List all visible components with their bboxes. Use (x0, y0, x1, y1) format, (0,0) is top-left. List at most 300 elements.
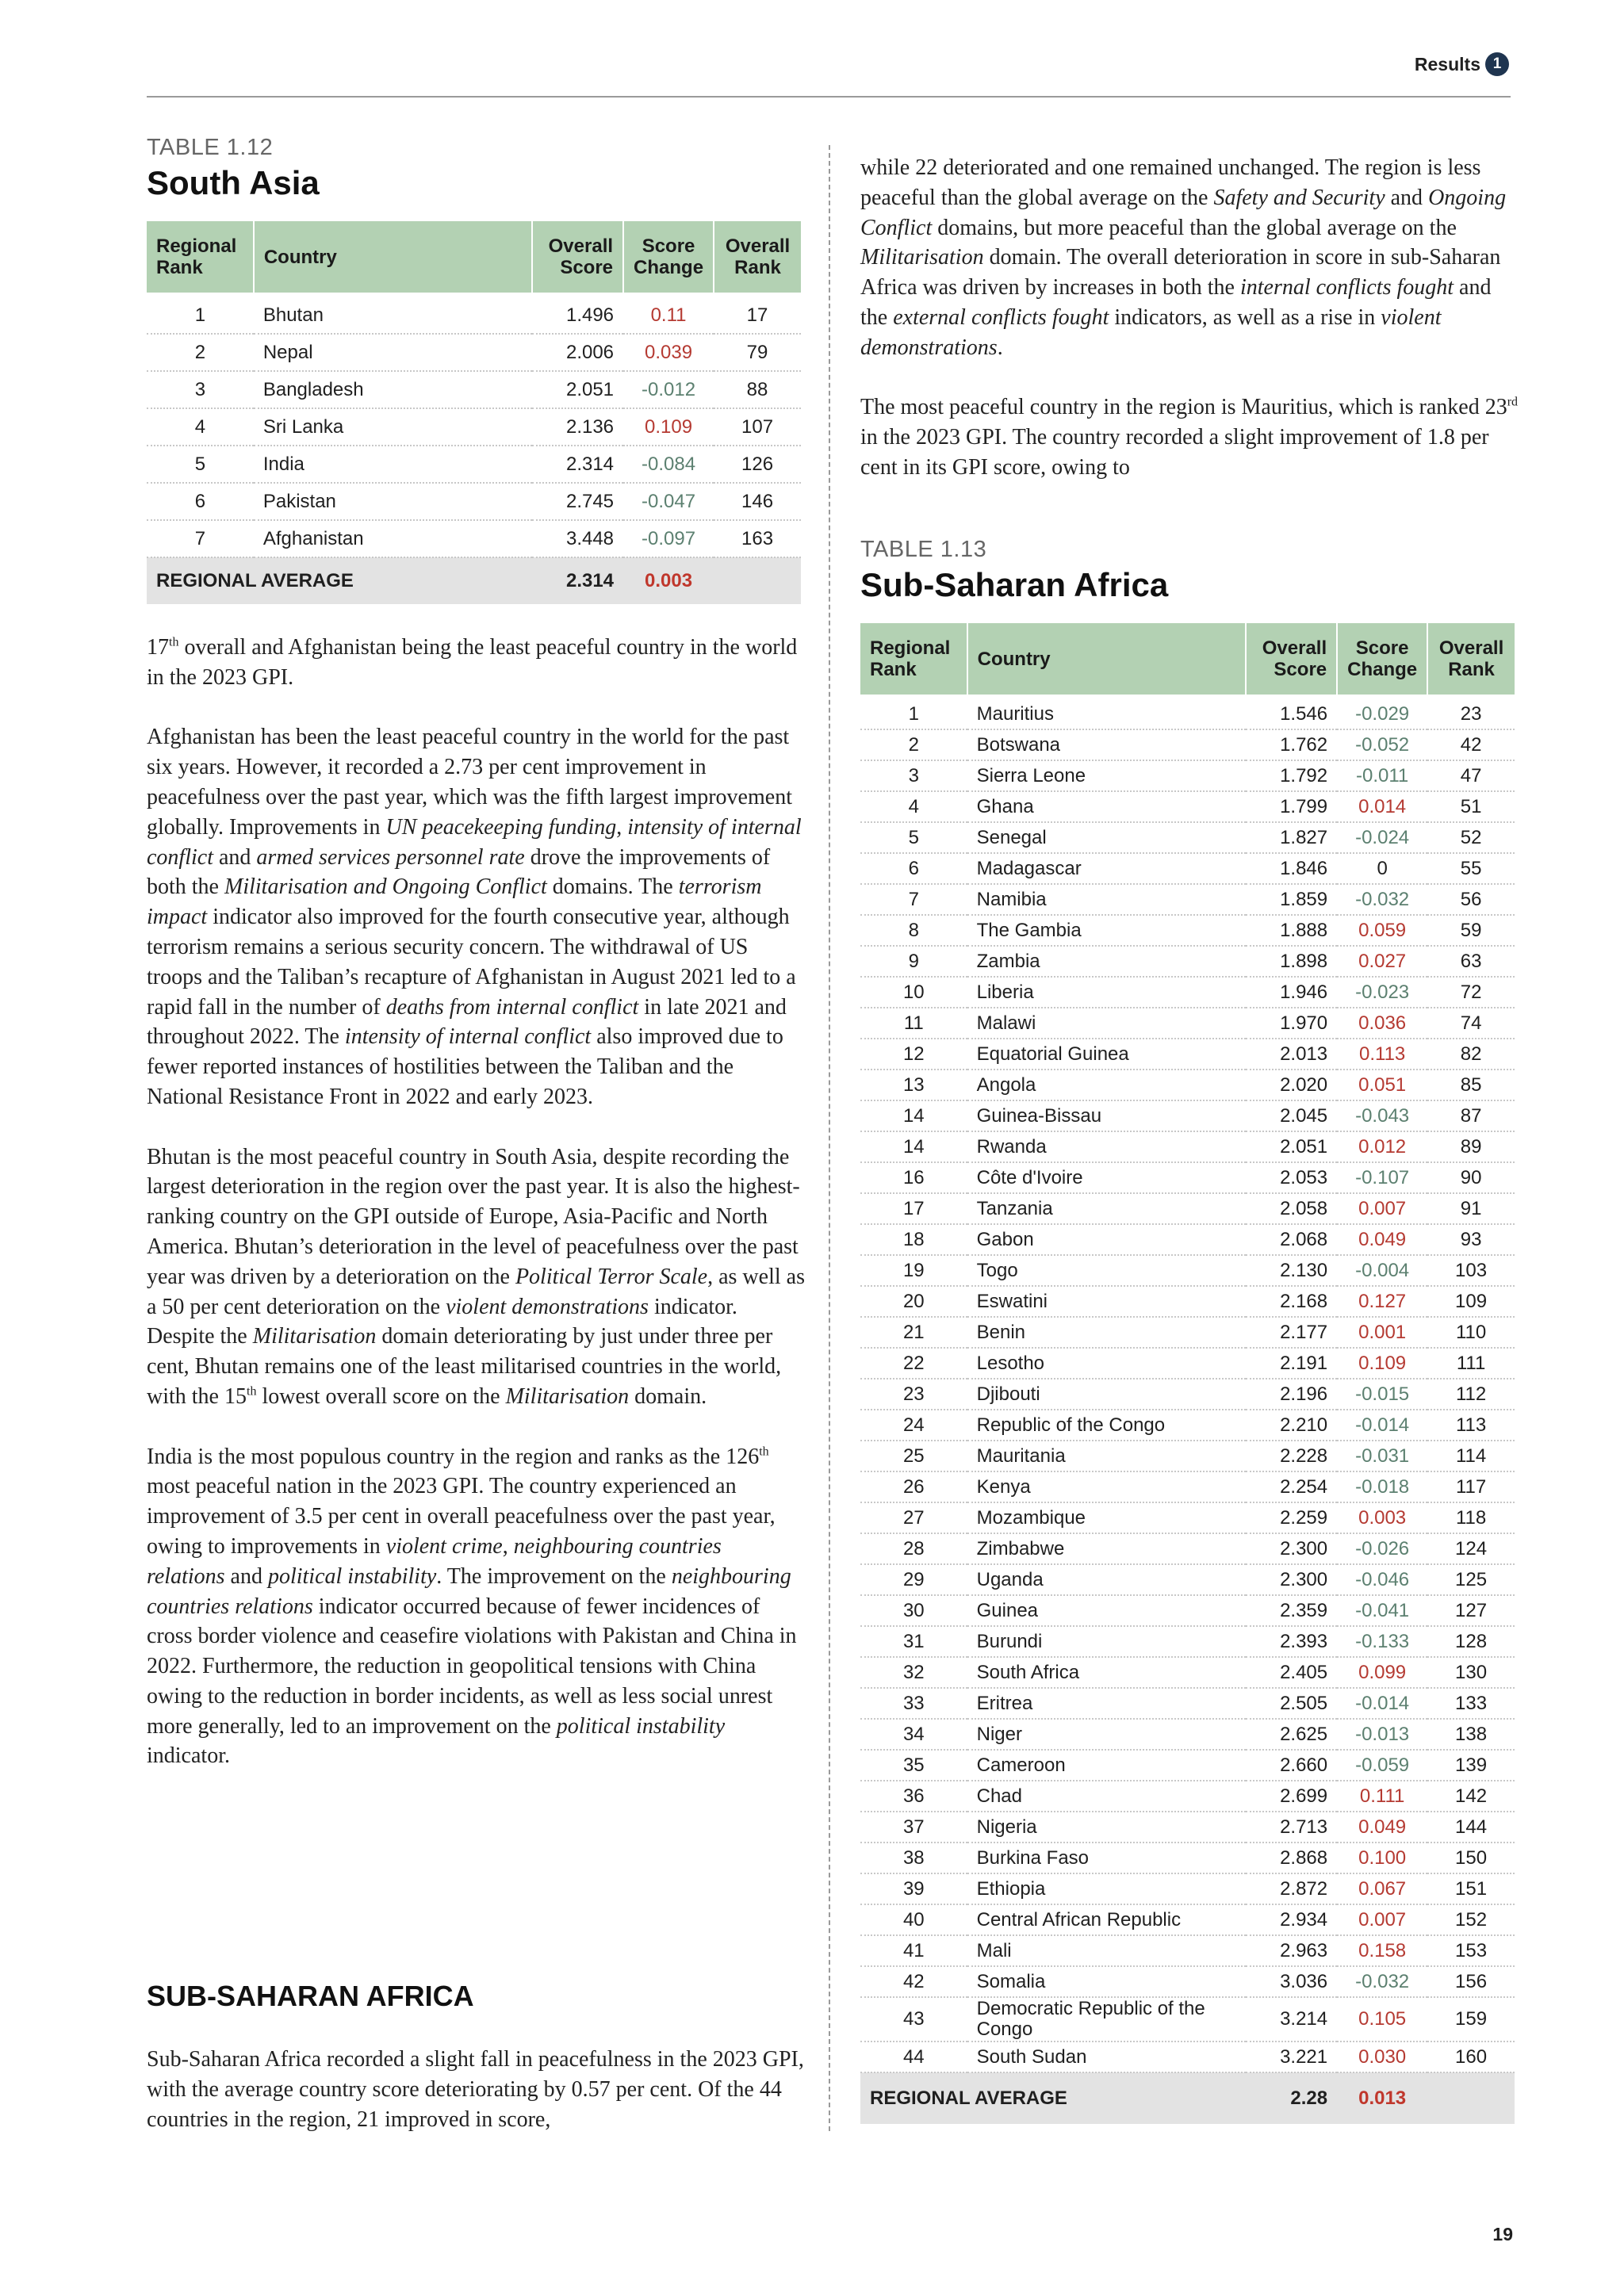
page-number: 19 (1492, 2224, 1513, 2244)
country-cell: Eswatini (967, 1286, 1247, 1317)
country-cell: South Africa (967, 1657, 1247, 1688)
overall-score-cell: 2.713 (1246, 1812, 1337, 1843)
score-change-cell: 0.049 (1337, 1812, 1427, 1843)
country-cell: Mauritania (967, 1441, 1247, 1471)
left-column-text-continued (147, 2045, 805, 2164)
regional-rank-cell: 25 (860, 1441, 967, 1471)
country-cell: Cameroon (967, 1750, 1247, 1781)
score-change-cell: -0.047 (623, 483, 714, 520)
overall-score-cell: 2.006 (532, 334, 623, 371)
overall-rank-cell: 126 (714, 446, 801, 483)
overall-rank-cell: 114 (1427, 1441, 1515, 1471)
regional-rank-cell: 12 (860, 1039, 967, 1070)
score-change-cell: 0.067 (1337, 1873, 1427, 1904)
country-cell: Togo (967, 1255, 1247, 1286)
overall-score-cell: 1.859 (1246, 884, 1337, 915)
country-cell: Zimbabwe (967, 1533, 1247, 1564)
overall-rank-cell: 59 (1427, 915, 1515, 946)
overall-score-cell: 2.259 (1246, 1502, 1337, 1533)
regional-rank-cell: 17 (860, 1193, 967, 1224)
overall-score-cell: 1.546 (1246, 695, 1337, 729)
overall-rank-cell: 42 (1427, 729, 1515, 760)
regional-average-rank (714, 557, 801, 604)
regional-rank-cell: 3 (860, 760, 967, 791)
table-row (147, 483, 801, 520)
overall-rank-cell: 152 (1427, 1904, 1515, 1935)
column-divider (829, 145, 830, 2131)
country-cell: Kenya (967, 1471, 1247, 1502)
table-row (860, 1255, 1515, 1286)
regional-rank-cell: 19 (860, 1255, 967, 1286)
overall-rank-cell: 111 (1427, 1348, 1515, 1379)
table-row (860, 1317, 1515, 1348)
score-change-cell: 0.012 (1337, 1131, 1427, 1162)
regional-rank-cell: 35 (860, 1750, 967, 1781)
score-change-cell: 0.113 (1337, 1039, 1427, 1070)
table-sub-saharan-africa (860, 537, 1515, 2124)
score-change-cell: 0.109 (1337, 1348, 1427, 1379)
table-row (860, 853, 1515, 884)
regional-rank-cell: 34 (860, 1719, 967, 1750)
table-row (147, 446, 801, 483)
score-change-cell: -0.026 (1337, 1533, 1427, 1564)
table-row (147, 408, 801, 446)
regional-rank-cell: 23 (860, 1379, 967, 1410)
country-cell: Bangladesh (254, 371, 532, 408)
country-cell: Tanzania (967, 1193, 1247, 1224)
regional-rank-cell: 4 (147, 408, 254, 446)
regional-rank-cell: 4 (860, 791, 967, 822)
overall-score-cell: 1.792 (1246, 760, 1337, 791)
score-change-cell: -0.084 (623, 446, 714, 483)
regional-rank-cell: 1 (147, 293, 254, 334)
overall-rank-cell: 125 (1427, 1564, 1515, 1595)
overall-rank-cell: 91 (1427, 1193, 1515, 1224)
overall-rank-cell: 87 (1427, 1100, 1515, 1131)
table-row (860, 822, 1515, 853)
overall-score-cell: 2.228 (1246, 1441, 1337, 1471)
overall-score-cell: 3.448 (532, 520, 623, 557)
table-row (860, 1657, 1515, 1688)
country-cell: Liberia (967, 977, 1247, 1008)
table-row (860, 1626, 1515, 1657)
col-regional-rank: Regional Rank (860, 623, 967, 695)
score-change-cell: 0.014 (1337, 791, 1427, 822)
table-row (860, 1533, 1515, 1564)
col-regional-rank: Regional Rank (147, 221, 254, 293)
table-south-asia (147, 135, 801, 604)
score-change-cell: -0.011 (1337, 760, 1427, 791)
table-row (860, 1564, 1515, 1595)
overall-rank-cell: 127 (1427, 1595, 1515, 1626)
table-title: South Asia (147, 164, 320, 201)
regional-rank-cell: 2 (860, 729, 967, 760)
regional-rank-cell: 14 (860, 1100, 967, 1131)
regional-rank-cell: 32 (860, 1657, 967, 1688)
table-row (860, 1193, 1515, 1224)
regional-rank-cell: 37 (860, 1812, 967, 1843)
score-change-cell: -0.046 (1337, 1564, 1427, 1595)
table-label: TABLE 1.13 (860, 537, 987, 562)
score-change-cell: 0.007 (1337, 1193, 1427, 1224)
country-cell: Gabon (967, 1224, 1247, 1255)
score-change-cell: 0.049 (1337, 1224, 1427, 1255)
table-title: Sub-Saharan Africa (860, 566, 1169, 603)
overall-rank-cell: 47 (1427, 760, 1515, 791)
country-cell: The Gambia (967, 915, 1247, 946)
country-cell: South Sudan (967, 2042, 1247, 2072)
table-row (860, 1781, 1515, 1812)
table-row (860, 915, 1515, 946)
sub-saharan-africa-table (860, 623, 1515, 2124)
table-row (860, 1843, 1515, 1873)
left-column-text (147, 633, 805, 1801)
country-cell: Namibia (967, 884, 1247, 915)
overall-rank-cell: 107 (714, 408, 801, 446)
col-overall-rank: Overall Rank (714, 221, 801, 293)
score-change-cell: -0.012 (623, 371, 714, 408)
score-change-cell: 0.027 (1337, 946, 1427, 977)
overall-rank-cell: 118 (1427, 1502, 1515, 1533)
country-cell: India (254, 446, 532, 483)
regional-average-score: 2.28 (1246, 2072, 1337, 2124)
score-change-cell: 0.007 (1337, 1904, 1427, 1935)
col-overall-score: Overall Score (1246, 623, 1337, 695)
col-score-change: Score Change (1337, 623, 1427, 695)
overall-score-cell: 1.799 (1246, 791, 1337, 822)
overall-rank-cell: 17 (714, 293, 801, 334)
overall-rank-cell: 163 (714, 520, 801, 557)
overall-rank-cell: 150 (1427, 1843, 1515, 1873)
regional-rank-cell: 42 (860, 1966, 967, 1997)
overall-rank-cell: 112 (1427, 1379, 1515, 1410)
table-row (860, 1935, 1515, 1966)
table-header-row (860, 623, 1515, 695)
table-row (860, 1286, 1515, 1317)
col-overall-score: Overall Score (532, 221, 623, 293)
regional-rank-cell: 41 (860, 1935, 967, 1966)
overall-score-cell: 2.051 (1246, 1131, 1337, 1162)
overall-score-cell: 2.505 (1246, 1688, 1337, 1719)
overall-rank-cell: 109 (1427, 1286, 1515, 1317)
country-cell: Pakistan (254, 483, 532, 520)
overall-rank-cell: 93 (1427, 1224, 1515, 1255)
overall-score-cell: 2.625 (1246, 1719, 1337, 1750)
overall-score-cell: 2.053 (1246, 1162, 1337, 1193)
paragraph: while 22 deteriorated and one remained unchanged. The region is less peaceful than the global average on the Safety and Security and Ongoing Conflict domains, but more peaceful than the global average on the Militarisation domain. The overall deterioration in score in sub-Saharan Africa was driven by increases in both the internal conflicts fought and the external conflicts fought indicators, as well as a rise in violent demonstrations. (860, 155, 1507, 360)
overall-score-cell: 3.036 (1246, 1966, 1337, 1997)
country-cell: Guinea-Bissau (967, 1100, 1247, 1131)
score-change-cell: -0.107 (1337, 1162, 1427, 1193)
score-change-cell: -0.018 (1337, 1471, 1427, 1502)
score-change-cell: -0.014 (1337, 1410, 1427, 1441)
table-row (860, 2042, 1515, 2072)
regional-rank-cell: 33 (860, 1688, 967, 1719)
country-cell: Somalia (967, 1966, 1247, 1997)
table-row (860, 977, 1515, 1008)
regional-average-change: 0.013 (1337, 2072, 1427, 2124)
score-change-cell: 0.105 (1337, 1997, 1427, 2042)
country-cell: Rwanda (967, 1131, 1247, 1162)
overall-rank-cell: 113 (1427, 1410, 1515, 1441)
section-heading: SUB-SAHARAN AFRICA (147, 1980, 474, 2012)
south-asia-table (147, 221, 801, 604)
score-change-cell: 0.111 (1337, 1781, 1427, 1812)
country-cell: Afghanistan (254, 520, 532, 557)
overall-rank-cell: 144 (1427, 1812, 1515, 1843)
overall-rank-cell: 79 (714, 334, 801, 371)
overall-score-cell: 1.827 (1246, 822, 1337, 853)
right-column-text (860, 153, 1519, 513)
table-row (860, 1997, 1515, 2042)
country-cell: Mozambique (967, 1502, 1247, 1533)
overall-score-cell: 2.254 (1246, 1471, 1337, 1502)
regional-average-score: 2.314 (532, 557, 623, 604)
table-row (860, 1471, 1515, 1502)
table-header-row (147, 221, 801, 293)
score-change-cell: -0.032 (1337, 1966, 1427, 1997)
score-change-cell: 0.109 (623, 408, 714, 446)
table-row (860, 1966, 1515, 1997)
country-cell: Malawi (967, 1008, 1247, 1039)
country-cell: Eritrea (967, 1688, 1247, 1719)
table-row (860, 760, 1515, 791)
score-change-cell: -0.015 (1337, 1379, 1427, 1410)
score-change-cell: 0.001 (1337, 1317, 1427, 1348)
score-change-cell: 0 (1337, 853, 1427, 884)
table-row (147, 371, 801, 408)
regional-rank-cell: 14 (860, 1131, 967, 1162)
overall-score-cell: 2.872 (1246, 1873, 1337, 1904)
score-change-cell: -0.023 (1337, 977, 1427, 1008)
score-change-cell: 0.158 (1337, 1935, 1427, 1966)
overall-score-cell: 2.191 (1246, 1348, 1337, 1379)
overall-score-cell: 2.405 (1246, 1657, 1337, 1688)
table-row (860, 1100, 1515, 1131)
table-row (860, 1410, 1515, 1441)
regional-rank-cell: 36 (860, 1781, 967, 1812)
overall-score-cell: 2.058 (1246, 1193, 1337, 1224)
score-change-cell: 0.036 (1337, 1008, 1427, 1039)
table-row (860, 884, 1515, 915)
overall-score-cell: 3.214 (1246, 1997, 1337, 2042)
header-rule (147, 96, 1511, 98)
table-row (860, 729, 1515, 760)
table-row (147, 520, 801, 557)
regional-rank-cell: 38 (860, 1843, 967, 1873)
country-cell: Lesotho (967, 1348, 1247, 1379)
regional-rank-cell: 1 (860, 695, 967, 729)
score-change-cell: -0.024 (1337, 822, 1427, 853)
score-change-cell: 0.051 (1337, 1070, 1427, 1100)
regional-rank-cell: 2 (147, 334, 254, 371)
score-change-cell: -0.029 (1337, 695, 1427, 729)
table-row (860, 1379, 1515, 1410)
score-change-cell: 0.059 (1337, 915, 1427, 946)
regional-rank-cell: 31 (860, 1626, 967, 1657)
regional-rank-cell: 29 (860, 1564, 967, 1595)
overall-score-cell: 2.359 (1246, 1595, 1337, 1626)
score-change-cell: 0.039 (623, 334, 714, 371)
regional-rank-cell: 16 (860, 1162, 967, 1193)
overall-score-cell: 2.868 (1246, 1843, 1337, 1873)
overall-score-cell: 2.745 (532, 483, 623, 520)
overall-rank-cell: 74 (1427, 1008, 1515, 1039)
overall-score-cell: 2.196 (1246, 1379, 1337, 1410)
overall-score-cell: 1.762 (1246, 729, 1337, 760)
overall-rank-cell: 146 (714, 483, 801, 520)
paragraph: Sub-Saharan Africa recorded a slight fall in peacefulness in the 2023 GPI, with the average country score deteriorating by 0.57 per cent. Of the 44 countries in the region, 21 improved in score, (147, 2047, 804, 2132)
overall-rank-cell: 51 (1427, 791, 1515, 822)
overall-rank-cell: 103 (1427, 1255, 1515, 1286)
score-change-cell: 0.11 (623, 293, 714, 334)
regional-rank-cell: 9 (860, 946, 967, 977)
table-row (860, 1070, 1515, 1100)
chapter-badge: 1 (1485, 52, 1509, 76)
overall-rank-cell: 117 (1427, 1471, 1515, 1502)
country-cell: Madagascar (967, 853, 1247, 884)
regional-rank-cell: 40 (860, 1904, 967, 1935)
regional-rank-cell: 7 (860, 884, 967, 915)
overall-score-cell: 2.660 (1246, 1750, 1337, 1781)
score-change-cell: -0.059 (1337, 1750, 1427, 1781)
country-cell: Benin (967, 1317, 1247, 1348)
country-cell: Mali (967, 1935, 1247, 1966)
regional-average-row (860, 2072, 1515, 2124)
overall-rank-cell: 82 (1427, 1039, 1515, 1070)
overall-score-cell: 2.177 (1246, 1317, 1337, 1348)
regional-rank-cell: 3 (147, 371, 254, 408)
overall-score-cell: 2.300 (1246, 1564, 1337, 1595)
table-row (860, 1441, 1515, 1471)
regional-rank-cell: 22 (860, 1348, 967, 1379)
overall-rank-cell: 142 (1427, 1781, 1515, 1812)
overall-score-cell: 1.888 (1246, 915, 1337, 946)
overall-rank-cell: 128 (1427, 1626, 1515, 1657)
country-cell: Burundi (967, 1626, 1247, 1657)
overall-score-cell: 2.136 (532, 408, 623, 446)
regional-rank-cell: 6 (147, 483, 254, 520)
country-cell: Botswana (967, 729, 1247, 760)
col-overall-rank: Overall Rank (1427, 623, 1515, 695)
table-row (860, 695, 1515, 729)
overall-score-cell: 2.051 (532, 371, 623, 408)
table-row (860, 1750, 1515, 1781)
table-label: TABLE 1.12 (147, 135, 274, 160)
regional-rank-cell: 27 (860, 1502, 967, 1533)
overall-score-cell: 1.946 (1246, 977, 1337, 1008)
country-cell: Nigeria (967, 1812, 1247, 1843)
overall-rank-cell: 153 (1427, 1935, 1515, 1966)
overall-rank-cell: 110 (1427, 1317, 1515, 1348)
overall-rank-cell: 151 (1427, 1873, 1515, 1904)
regional-average-row (147, 557, 801, 604)
score-change-cell: 0.030 (1337, 2042, 1427, 2072)
overall-score-cell: 2.068 (1246, 1224, 1337, 1255)
regional-rank-cell: 6 (860, 853, 967, 884)
overall-score-cell: 2.130 (1246, 1255, 1337, 1286)
country-cell: Chad (967, 1781, 1247, 1812)
country-cell: Senegal (967, 822, 1247, 853)
overall-score-cell: 2.210 (1246, 1410, 1337, 1441)
country-cell: Sierra Leone (967, 760, 1247, 791)
running-header (1415, 52, 1509, 76)
overall-score-cell: 3.221 (1246, 2042, 1337, 2072)
regional-rank-cell: 5 (147, 446, 254, 483)
score-change-cell: 0.099 (1337, 1657, 1427, 1688)
table-row (860, 791, 1515, 822)
overall-score-cell: 2.300 (1246, 1533, 1337, 1564)
country-cell: Ghana (967, 791, 1247, 822)
col-score-change: Score Change (623, 221, 714, 293)
country-cell: Equatorial Guinea (967, 1039, 1247, 1070)
overall-score-cell: 1.970 (1246, 1008, 1337, 1039)
regional-rank-cell: 5 (860, 822, 967, 853)
overall-rank-cell: 124 (1427, 1533, 1515, 1564)
table-row (860, 1688, 1515, 1719)
overall-score-cell: 2.013 (1246, 1039, 1337, 1070)
paragraph: Bhutan is the most peaceful country in South Asia, despite recording the largest deterioration in the region over the past year. It is also the highest-ranking country on the GPI outside of Europe, Asia-Pacific and North America. Bhutan’s deterioration in the level of peacefulness over the past year was driven by a deterioration on the Political Terror Scale, as well as a 50 per cent deterioration on the violent demonstrations indicator. Despite the Militarisation domain deteriorating by just under three per cent, Bhutan remains one of the least militarised countries in the world, with the 15th lowest overall score on the Militarisation domain. (147, 1144, 805, 1409)
overall-rank-cell: 133 (1427, 1688, 1515, 1719)
overall-rank-cell: 90 (1427, 1162, 1515, 1193)
regional-rank-cell: 8 (860, 915, 967, 946)
overall-rank-cell: 72 (1427, 977, 1515, 1008)
regional-rank-cell: 28 (860, 1533, 967, 1564)
overall-rank-cell: 52 (1427, 822, 1515, 853)
overall-score-cell: 2.699 (1246, 1781, 1337, 1812)
score-change-cell: -0.043 (1337, 1100, 1427, 1131)
score-change-cell: 0.127 (1337, 1286, 1427, 1317)
country-cell: Nepal (254, 334, 532, 371)
regional-rank-cell: 24 (860, 1410, 967, 1441)
section-name: Results (1414, 53, 1480, 75)
overall-rank-cell: 89 (1427, 1131, 1515, 1162)
table-row (860, 1039, 1515, 1070)
regional-rank-cell: 26 (860, 1471, 967, 1502)
score-change-cell: -0.014 (1337, 1688, 1427, 1719)
country-cell: Djibouti (967, 1379, 1247, 1410)
overall-score-cell: 2.934 (1246, 1904, 1337, 1935)
regional-rank-cell: 30 (860, 1595, 967, 1626)
table-row (860, 1812, 1515, 1843)
overall-score-cell: 2.168 (1246, 1286, 1337, 1317)
score-change-cell: -0.013 (1337, 1719, 1427, 1750)
country-cell: Ethiopia (967, 1873, 1247, 1904)
overall-rank-cell: 23 (1427, 695, 1515, 729)
table-row (860, 1224, 1515, 1255)
overall-score-cell: 2.393 (1246, 1626, 1337, 1657)
overall-rank-cell: 156 (1427, 1966, 1515, 1997)
regional-rank-cell: 10 (860, 977, 967, 1008)
country-cell: Zambia (967, 946, 1247, 977)
regional-average-change: 0.003 (623, 557, 714, 604)
overall-score-cell: 1.496 (532, 293, 623, 334)
score-change-cell: -0.097 (623, 520, 714, 557)
paragraph: The most peaceful country in the region is Mauritius, which is ranked 23rd in the 2023 GPI. The country recorded a slight improvement of 1.8 per cent in its GPI score, owing to (860, 395, 1519, 480)
overall-score-cell: 1.846 (1246, 853, 1337, 884)
country-cell: Central African Republic (967, 1904, 1247, 1935)
table-row (860, 1162, 1515, 1193)
table-row (147, 293, 801, 334)
table-row (147, 334, 801, 371)
score-change-cell: 0.100 (1337, 1843, 1427, 1873)
regional-rank-cell: 39 (860, 1873, 967, 1904)
overall-rank-cell: 88 (714, 371, 801, 408)
paragraph: Afghanistan has been the least peaceful country in the world for the past six years. However, it recorded a 2.73 per cent improvement in peacefulness over the past year, which was the fifth largest improvement globally. Improvements in UN peacekeeping funding, intensity of internal conflict and armed services personnel rate drove the improvements of both the Militarisation and Ongoing Conflict domains. The terrorism impact indicator also improved for the fourth consecutive year, although terrorism remains a serious security concern. The withdrawal of US troops and the Taliban’s recapture of Afghanistan in August 2021 led to a rapid fall in the number of deaths from internal conflict in late 2021 and throughout 2022. The intensity of internal conflict also improved due to fewer reported instances of hostilities between the Taliban and the National Resistance Front in 2022 and early 2023. (147, 725, 802, 1109)
country-cell: Sri Lanka (254, 408, 532, 446)
score-change-cell: 0.003 (1337, 1502, 1427, 1533)
regional-rank-cell: 11 (860, 1008, 967, 1039)
